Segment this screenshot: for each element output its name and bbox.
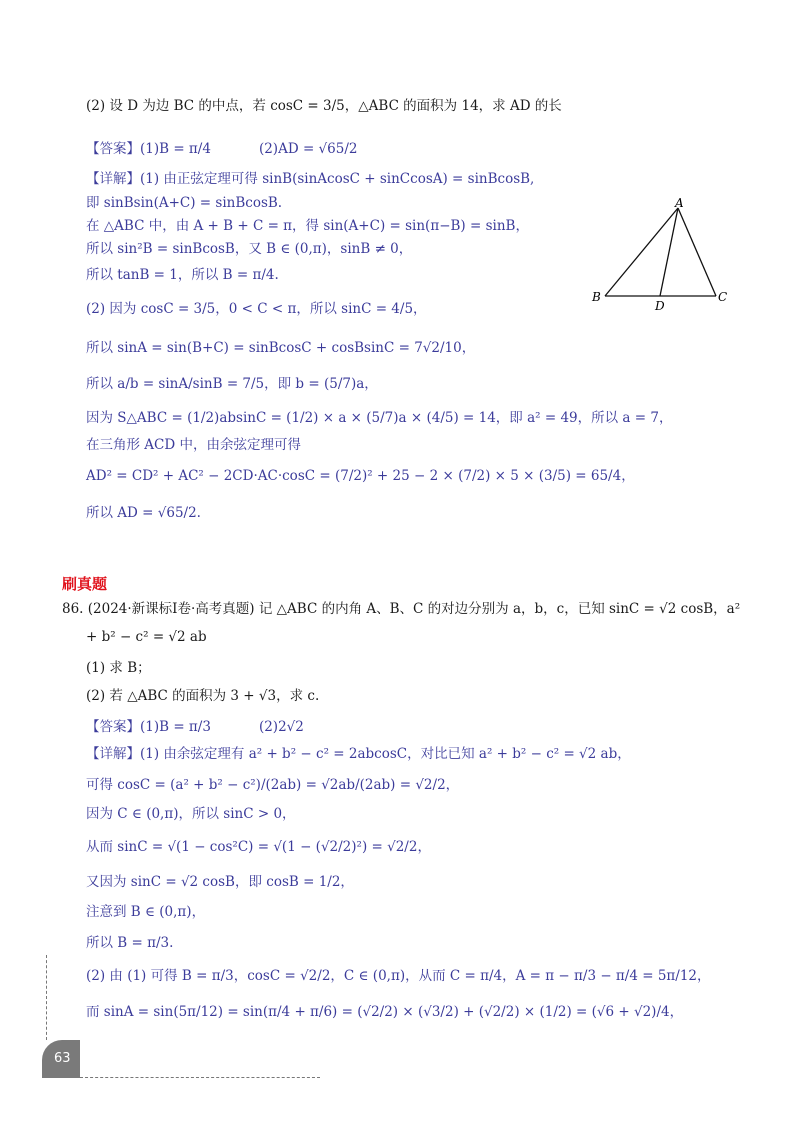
triangle-figure [585,195,745,320]
prev-solution-line: 所以 a/b = sinA/sinB = 7/5，即 b = (5/7)a， [86,376,378,392]
prev-answer-1: 【答案】(1)B = π/4 [86,141,211,157]
prev-solution-line: 所以 sin²B = sinBcosB，又 B ∈ (0,π)，sinB ≠ 0， [86,241,413,257]
problem86-solution-line: 所以 B = π/3. [86,935,174,951]
prev-solution-line: 在 △ABC 中，由 A + B + C = π，得 sin(A+C) = sin(π−B) = sinB， [86,218,529,234]
prev-solution-line: (2) 因为 cosC = 3/5，0 < C < π，所以 sinC = 4/5， [86,301,427,317]
page-number: 63 [54,1051,71,1066]
prev-solution-line: 所以 AD = √65/2. [86,505,201,521]
prev-solution-line: AD² = CD² + AC² − 2CD·AC·cosC = (7/2)² + 25 − 2 × (7/2) × 5 × (3/5) = 65/4， [86,468,635,484]
problem86-q2: (2) 若 △ABC 的面积为 3 + √3，求 c. [86,688,320,704]
problem86-solution-line: 而 sinA = sin(5π/12) = sin(π/4 + π/6) = (√2/2) × (√3/2) + (√2/2) × (1/2) = (√6 + √2)/4， [86,1004,684,1020]
problem86-solution-line: 又因为 sinC = √2 cosB，即 cosB = 1/2， [86,874,354,890]
label-d: D [655,299,665,313]
problem86-solution-line: 因为 C ∈ (0,π)，所以 sinC > 0， [86,806,296,822]
side-ab [605,208,678,296]
prev-solution-line: 因为 S△ABC = (1/2)absinC = (1/2) × a × (5/7)a × (4/5) = 14，即 a² = 49，所以 a = 7， [86,410,673,426]
page-border-vertical [46,955,47,1040]
problem86-answer-1: 【答案】(1)B = π/3 [86,719,211,735]
problem86-solution-line: 从而 sinC = √(1 − cos²C) = √(1 − (√2/2)²) = √2/2， [86,839,431,855]
problem86-solution-line: 注意到 B ∈ (0,π)， [86,904,206,920]
page-border-horizontal [80,1077,320,1078]
problem86-stem-1: 86. (2024·新课标Ⅰ卷·高考真题) 记 △ABC 的内角 A、B、C 的对边分别为 a，b，c，已知 sinC = √2 cosB，a² [62,601,741,617]
prev-solution-line: 所以 tanB = 1，所以 B = π/4. [86,267,279,283]
median-ad [660,208,678,296]
prev-answer-2: (2)AD = √65/2 [258,141,358,157]
prev-answer [86,140,357,158]
prev-solution-line: 在三角形 ACD 中，由余弦定理可得 [86,437,301,453]
section-title: 刷真题 [62,575,108,593]
problem86-solution-line: 可得 cosC = (a² + b² − c²)/(2ab) = √2ab/(2ab) = √2/2， [86,777,460,793]
side-ac [678,208,716,296]
problem86-answer [86,718,304,736]
problem86-solution-line: (2) 由 (1) 可得 B = π/3，cosC = √2/2，C ∈ (0,π)，从而 C = π/4，A = π − π/3 − π/4 = 5π/12， [86,968,711,984]
prev-solution-line: 【详解】(1) 由正弦定理可得 sinB(sinAcosC + sinCcosA) = sinBcosB, [86,171,535,187]
problem86-solution-line: 【详解】(1) 由余弦定理有 a² + b² − c² = 2abcosC，对比已知 a² + b² − c² = √2 ab， [86,746,631,762]
problem86-answer-2: (2)2√2 [258,719,304,735]
prev-solution-line: 所以 sinA = sin(B+C) = sinBcosC + cosBsinC = 7√2/10， [86,340,476,356]
label-a: A [675,196,684,210]
problem86-stem-2: + b² − c² = √2 ab [86,629,207,645]
label-c: C [718,290,728,304]
problem86-q1: (1) 求 B； [86,660,151,676]
label-b: B [592,290,601,304]
prev-question-2: (2) 设 D 为边 BC 的中点，若 cosC = 3/5，△ABC 的面积为 14，求 AD 的长 [86,98,562,114]
prev-solution-line: 即 sinBsin(A+C) = sinBcosB. [86,195,283,211]
